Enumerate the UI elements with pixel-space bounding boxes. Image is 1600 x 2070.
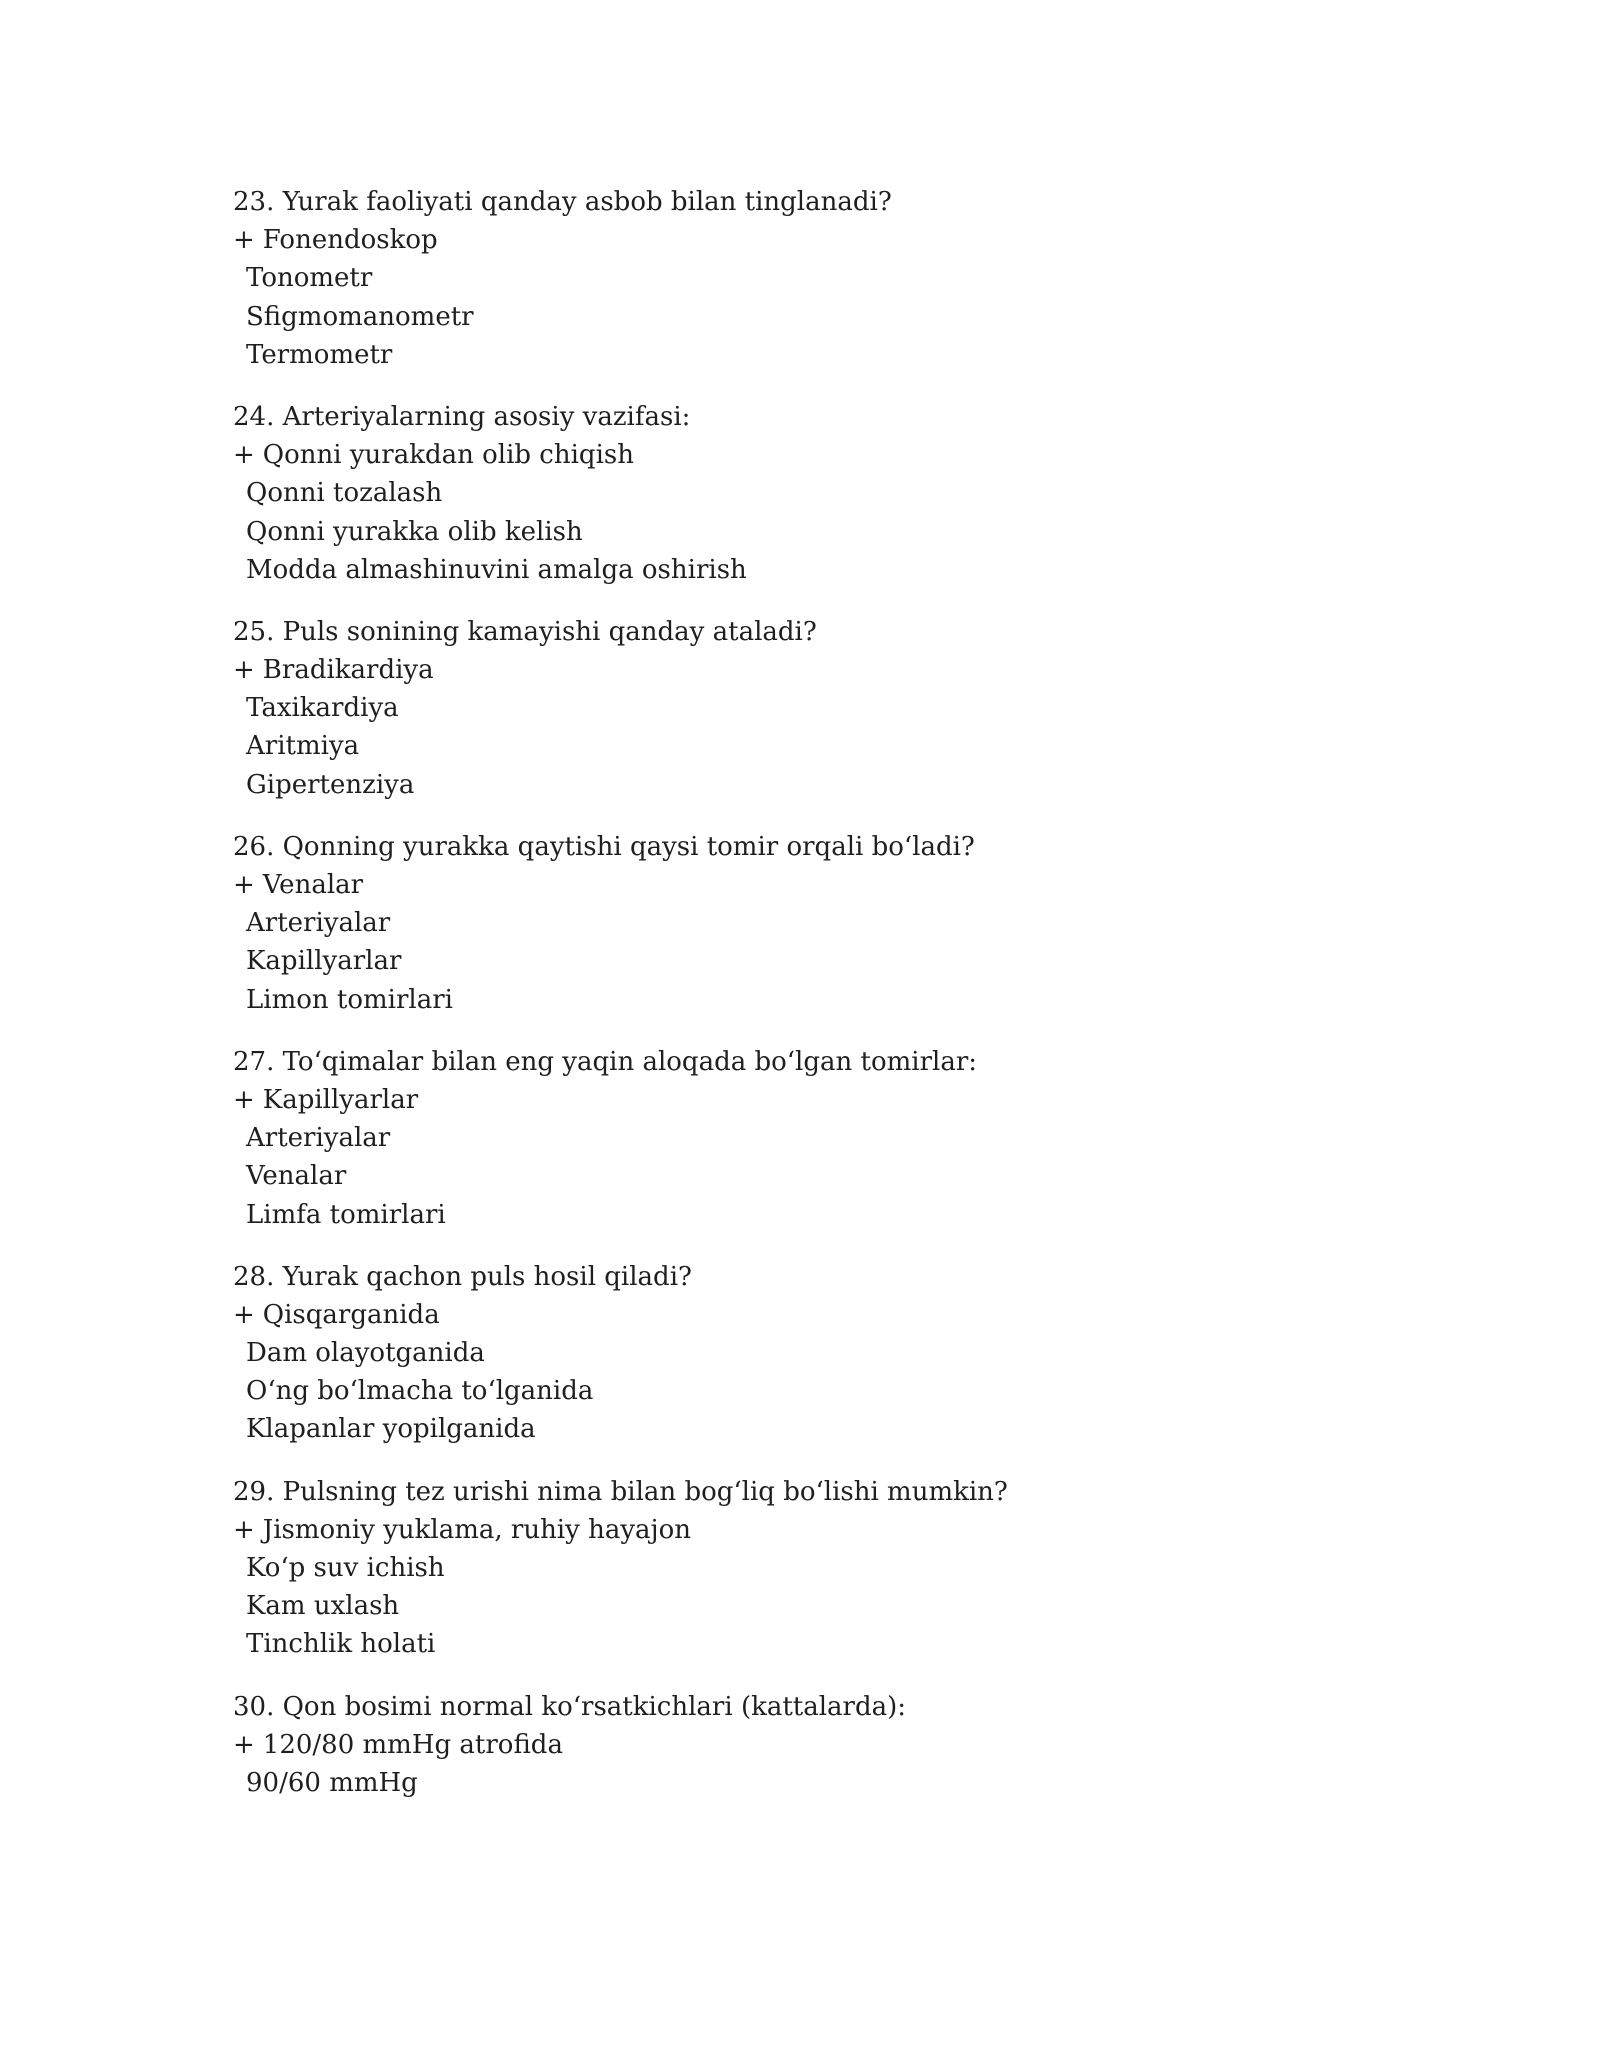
answer-option: Termometr — [246, 339, 393, 370]
question-title: 24. Arteriyalarning asosiy vazifasi: — [233, 401, 691, 432]
correct-answer-text: Fonendoskop — [262, 225, 438, 256]
correct-marker: + — [233, 1729, 255, 1760]
answer-option: Aritmiya — [246, 731, 360, 762]
correct-marker: + — [233, 870, 255, 900]
question-block — [233, 1473, 1433, 1664]
answer-option: Gipertenziya — [246, 769, 415, 800]
correct-marker: + — [233, 1514, 255, 1545]
document-page — [233, 183, 1433, 1826]
answer-option: Limfa tomirlari — [246, 1199, 446, 1230]
correct-answer-text: Bradikardiya — [262, 655, 434, 686]
answer-option: Arteriyalar — [246, 908, 391, 939]
answer-option: Limon tomirlari — [246, 984, 453, 1015]
correct-answer — [233, 1511, 1433, 1549]
correct-answer-text: Kapillyarlar — [262, 1084, 419, 1115]
question-block — [233, 183, 1433, 374]
answer-option: Koʻp suv ichish — [246, 1553, 445, 1583]
question-title: 25. Puls sonining kamayishi qanday ataladi? — [233, 616, 817, 647]
correct-marker: + — [233, 440, 255, 471]
question-block — [233, 613, 1433, 804]
answer-option: Kapillyarlar — [246, 946, 402, 977]
question-title: 26. Qonning yurakka qaytishi qaysi tomir orqali boʻladi? — [233, 831, 975, 862]
answer-option: Arteriyalar — [246, 1123, 391, 1154]
correct-marker: + — [233, 655, 255, 686]
correct-marker: + — [233, 225, 255, 256]
correct-answer-text: Qisqarganida — [262, 1299, 440, 1330]
correct-marker: + — [233, 1084, 255, 1115]
correct-answer-text: Venalar — [262, 870, 364, 900]
answer-option: 90/60 mmHg — [246, 1767, 418, 1798]
correct-answer-text: Jismoniy yuklama, ruhiy hayajon — [262, 1514, 691, 1545]
correct-marker: + — [233, 1299, 255, 1330]
question-block — [233, 398, 1433, 589]
correct-answer — [233, 1726, 1433, 1764]
answer-option: Taxikardiya — [246, 693, 399, 724]
answer-option: Kam uxlash — [246, 1591, 400, 1622]
correct-answer-text: 120/80 mmHg atrofida — [262, 1729, 563, 1760]
correct-answer-text: Qonni yurakdan olib chiqish — [262, 440, 634, 471]
question-title: 29. Pulsning tez urishi nima bilan bogʻliq boʻlishi mumkin? — [233, 1476, 1008, 1507]
correct-answer — [233, 1296, 1433, 1334]
answer-option: Dam olayotganida — [246, 1338, 485, 1369]
question-block — [233, 1258, 1433, 1449]
correct-answer — [233, 866, 1433, 904]
answer-option: Venalar — [246, 1161, 347, 1192]
answer-option: Tonometr — [246, 263, 373, 294]
correct-answer — [233, 1081, 1433, 1119]
question-block — [233, 1688, 1433, 1803]
question-block — [233, 1043, 1433, 1234]
answer-option: Tinchlik holati — [246, 1629, 436, 1660]
correct-answer — [233, 651, 1433, 689]
answer-option: Klapanlar yopilganida — [246, 1414, 536, 1445]
answer-option: Qonni yurakka olib kelish — [246, 516, 583, 547]
answer-option: Oʻng boʻlmacha toʻlganida — [246, 1376, 594, 1407]
answer-option: Sfigmomanometr — [246, 301, 474, 332]
correct-answer — [233, 221, 1433, 259]
correct-answer — [233, 436, 1433, 474]
answer-option: Modda almashinuvini amalga oshirish — [246, 554, 747, 585]
question-title: 23. Yurak faoliyati qanday asbob bilan tinglanadi? — [233, 187, 892, 217]
question-title: 30. Qon bosimi normal koʻrsatkichlari (kattalarda): — [233, 1691, 907, 1722]
question-title: 27. Toʻqimalar bilan eng yaqin aloqada boʻlgan tomirlar: — [233, 1046, 978, 1077]
question-block — [233, 828, 1433, 1019]
question-title: 28. Yurak qachon puls hosil qiladi? — [233, 1261, 692, 1292]
answer-option: Qonni tozalash — [246, 478, 443, 509]
